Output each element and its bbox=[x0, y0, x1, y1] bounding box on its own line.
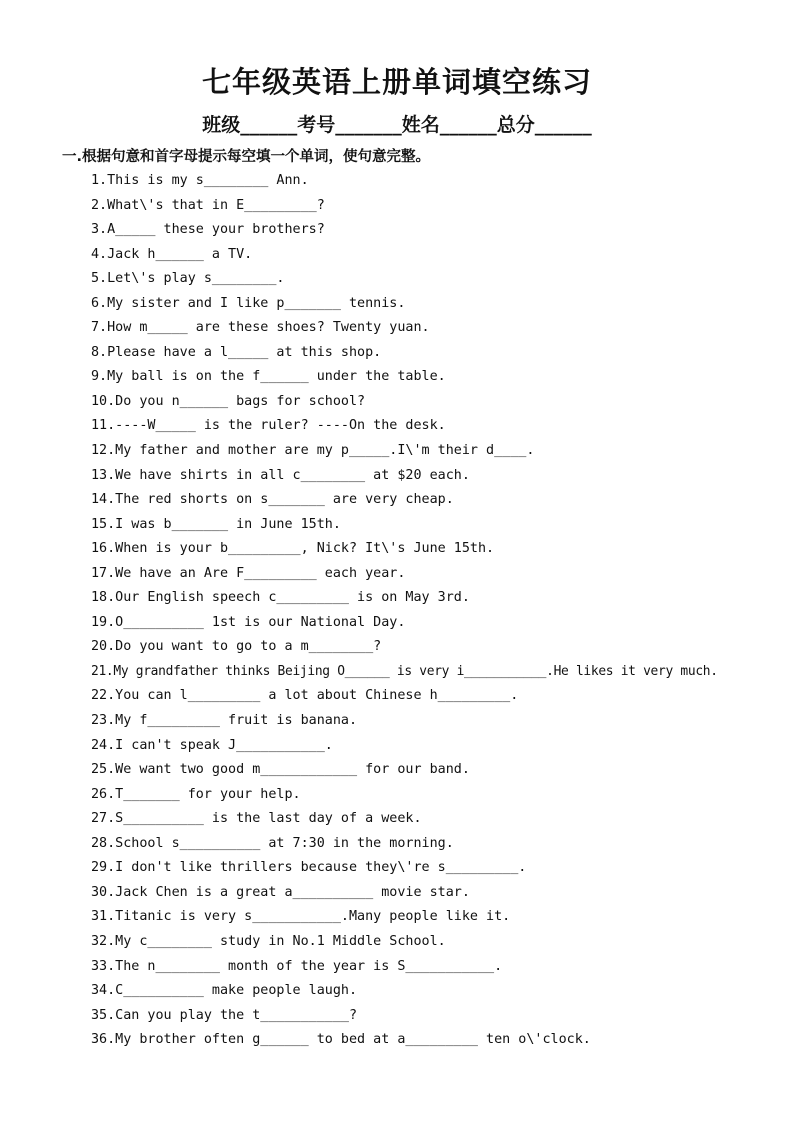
question-item: 7.How m_____ are these shoes? Twenty yuan. bbox=[91, 320, 430, 336]
question-item: 19.O__________ 1st is our National Day. bbox=[91, 614, 406, 630]
question-item: 2.What\'s that in E_________? bbox=[91, 197, 325, 213]
student-info-line: 班级______考号_______姓名______总分______ bbox=[202, 114, 592, 136]
question-item: 15.I was b_______ in June 15th. bbox=[91, 516, 341, 532]
worksheet-title: 七年级英语上册单词填空练习 bbox=[201, 65, 592, 99]
question-item: 32.My c________ study in No.1 Middle School. bbox=[91, 933, 446, 949]
question-item: 24.I can't speak J___________. bbox=[91, 737, 333, 753]
question-item: 10.Do you n______ bags for school? bbox=[91, 393, 366, 409]
question-item: 29.I don't like thrillers because they\'re s_________. bbox=[91, 860, 527, 876]
question-item: 13.We have shirts in all c________ at $20 each. bbox=[91, 467, 470, 483]
question-item: 4.Jack h______ a TV. bbox=[91, 246, 253, 262]
question-item: 36.My brother often g______ to bed at a_________ ten o\'clock. bbox=[91, 1032, 591, 1048]
question-item: 17.We have an Are F_________ each year. bbox=[91, 565, 406, 581]
question-item: 16.When is your b_________, Nick? It\'s June 15th. bbox=[91, 541, 495, 557]
question-item: 33.The n________ month of the year is S___________. bbox=[91, 958, 503, 974]
question-item: 31.Titanic is very s___________.Many people like it. bbox=[91, 909, 511, 925]
question-item: 27.S__________ is the last day of a week. bbox=[91, 811, 422, 827]
question-item: 30.Jack Chen is a great a__________ movie star. bbox=[91, 884, 470, 900]
question-item: 21.My grandfather thinks Beijing O______ is very i___________.He likes it very much. bbox=[91, 663, 718, 679]
question-item: 26.T_______ for your help. bbox=[91, 786, 301, 802]
question-item: 23.My f_________ fruit is banana. bbox=[91, 713, 358, 729]
question-item: 35.Can you play the t___________? bbox=[91, 1007, 358, 1023]
question-item: 34.C__________ make people laugh. bbox=[91, 983, 358, 999]
question-item: 12.My father and mother are my p_____.I\'m their d____. bbox=[91, 443, 535, 459]
question-item: 3.A_____ these your brothers? bbox=[91, 222, 325, 238]
section-heading: 一.根据句意和首字母提示每空填一个单词，使句意完整。 bbox=[62, 149, 431, 165]
question-item: 14.The red shorts on s_______ are very cheap. bbox=[91, 492, 454, 508]
question-list bbox=[91, 169, 781, 1053]
question-item: 5.Let\'s play s________. bbox=[91, 271, 285, 287]
question-item: 9.My ball is on the f______ under the table. bbox=[91, 369, 446, 385]
question-item: 20.Do you want to go to a m________? bbox=[91, 639, 382, 655]
question-item: 1.This is my s________ Ann. bbox=[91, 173, 309, 188]
question-item: 6.My sister and I like p_______ tennis. bbox=[91, 295, 406, 311]
question-item: 22.You can l_________ a lot about Chinese h_________. bbox=[91, 688, 519, 704]
question-item: 11.----W_____ is the ruler? ----On the desk. bbox=[91, 418, 446, 434]
question-item: 18.Our English speech c_________ is on May 3rd. bbox=[91, 590, 470, 606]
question-item: 8.Please have a l_____ at this shop. bbox=[91, 344, 382, 360]
question-item: 25.We want two good m____________ for our band. bbox=[91, 762, 470, 778]
question-item: 28.School s__________ at 7:30 in the morning. bbox=[91, 835, 454, 851]
